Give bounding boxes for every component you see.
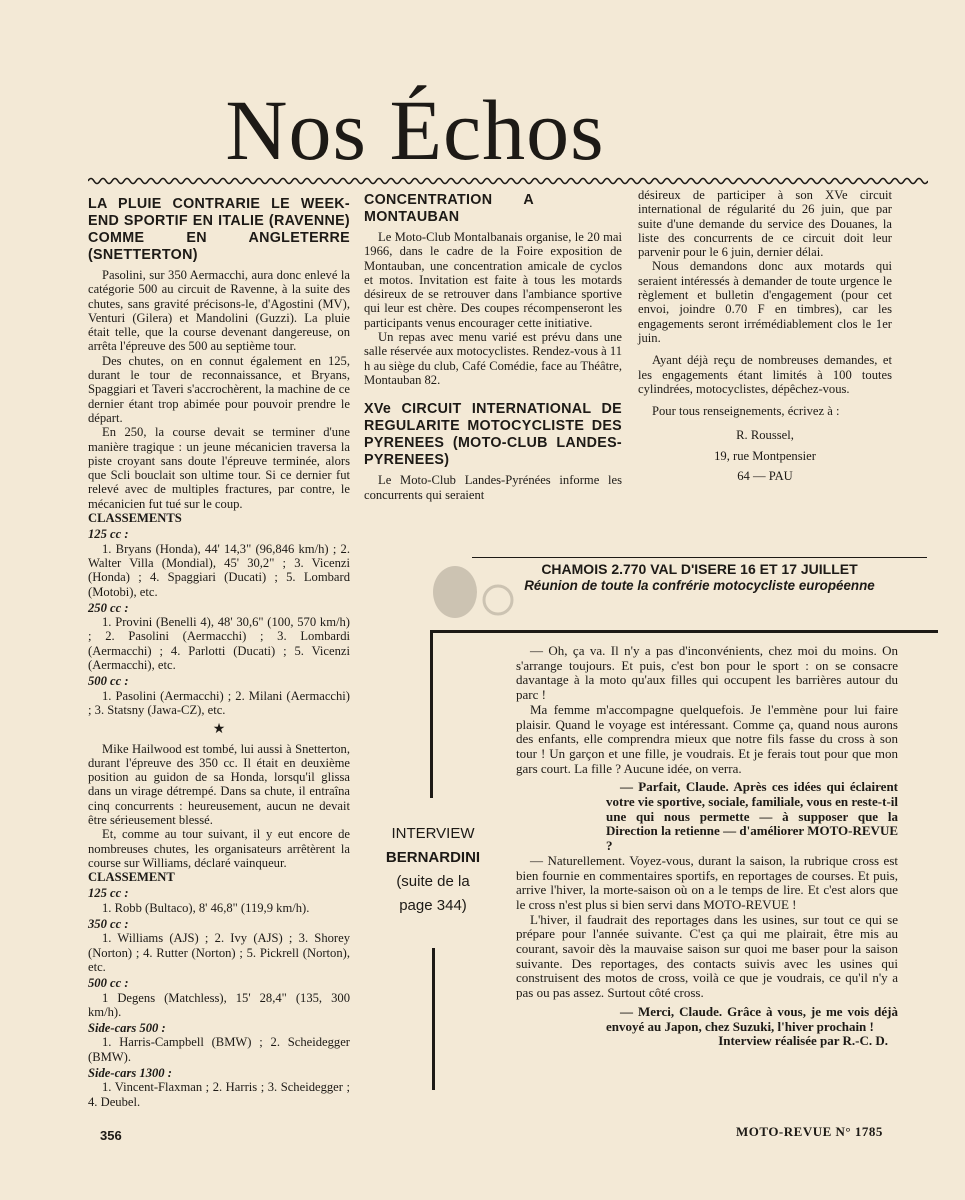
interview-sidebar xyxy=(378,822,488,918)
results-text: 1. Harris-Campbell (BMW) ; 2. Scheidegger (BMW). xyxy=(88,1035,350,1064)
results-text: 1. Vincent-Flaxman ; 2. Harris ; 3. Scheidegger ; 4. Deubel. xyxy=(88,1080,350,1109)
sidebar-line: (suite de la xyxy=(396,873,470,890)
category-label: 350 cc : xyxy=(88,917,129,932)
sidebar-line: page 344) xyxy=(399,897,467,914)
category-label: Side-cars 1300 : xyxy=(88,1066,172,1081)
results-text: 1. Bryans (Honda), 44' 14,3" (96,846 km/h) ; 2. Walter Villa (Mondial), 45' 30,2" ; 3. Vicenzi (Honda) ; 4. Spaggiari (Ducati) ; 5. Lombard (Motobi), etc. xyxy=(88,541,350,599)
results-text: 1 Degens (Matchless), 15' 28,4" (135, 300 km/h). xyxy=(88,990,350,1019)
interview-question: — Merci, Claude. Grâce à vous, je me vois déjà envoyé au Japon, chez Suzuki, l'hiver prochain ! xyxy=(606,1003,898,1034)
classement-heading: CLASSEMENT xyxy=(88,870,175,885)
category-label: Side-cars 500 : xyxy=(88,1021,166,1036)
interview-column xyxy=(516,644,898,1049)
article-paragraph: Et, comme au tour suivant, il y eut encore de nombreuses chutes, les organisateurs arrêtèrent la course sur Williams, déclaré vainqueur. xyxy=(88,827,350,870)
article-paragraph: Le Moto-Club Landes-Pyrénées informe les concurrents qui seraient xyxy=(364,473,622,502)
left-column xyxy=(88,196,350,1109)
article-paragraph: Des chutes, on en connut également en 125, durant le tour de reconnaissance, et Bryans, Spaggiari et Taveri s'accrochèrent, la machine de ce dernier étant trop abimée pour pouvoir prendre le départ. xyxy=(88,353,350,425)
address-line: 64 — PAU xyxy=(737,469,793,484)
interview-paragraph: Ma femme m'accompagne quelquefois. Je l'emmène pour lui faire plaisir. Quand le voyage est intéressant. Comme ça, quand nous aurons des enfants, elle comprendra mieux que notre fils fasse du cross à son tour ! Un garçon et une fille, je voudrais. Et je ferais tout pour que mon gars court. La fille ? Aucune idée, on verra. xyxy=(516,701,898,776)
banner-title: CHAMOIS 2.770 VAL D'ISERE 16 ET 17 JUILLET xyxy=(541,561,858,577)
interview-paragraph: — Oh, ça va. Il n'y a pas d'inconvénients, chez moi du moins. On s'arrange toujours. Et puis, c'est bon pour le sport : on se consacre davantage à la moto qu'aux filles qui occupent les barrières autour du parc ! xyxy=(516,643,898,703)
results-text: 1. Pasolini (Aermacchi) ; 2. Milani (Aermacchi) ; 3. Statsny (Jawa-CZ), etc. xyxy=(88,688,350,717)
results-text: 1. Williams (AJS) ; 2. Ivy (AJS) ; 3. Shorey (Norton) ; 4. Rutter (Norton) ; 5. Pickrell (Norton), etc. xyxy=(88,931,350,974)
frame-left-bar-lower xyxy=(432,948,435,1090)
middle-headline-1: CONCENTRATION A MONTAUBAN xyxy=(364,192,534,225)
middle-headline-2: XVe CIRCUIT INTERNATIONAL DE REGULARITE MOTOCYCLISTE DES PYRENEES (MOTO-CLUB LANDES-PYRENEES) xyxy=(364,401,622,469)
article-paragraph: En 250, la course devait se terminer d'une manière tragique : un jeune mécanicien traversa la piste croyant sans doute l'épreuve terminée, alors que Scli bouclait son ultime tour. Si ce dernier fut relevé avec de multiples fractures, par contre, le mécanicien fut tué sur le coup. xyxy=(88,425,350,511)
article-paragraph: Pasolini, sur 350 Aermacchi, aura donc enlevé la catégorie 500 au circuit de Ravenne, à la suite des chutes, sans gravité précisons-le, d'Agostini (MV), Venturi (Gilera) et Mandolini (Guzzi). La pluie était telle, que la course devenant dangereuse, on arrêta l'épreuve des 500 au septième tour. xyxy=(88,268,350,354)
article-paragraph: désireux de participer à son XVe circuit international de régularité du 26 juin, que par suite d'une demande du service des Douanes, la liste des concurrents de ce circuit doit leur parvenir pour le 6 juin, dernier délai. xyxy=(638,188,892,260)
article-paragraph: Ayant déjà reçu de nombreuses demandes, et les engagements étant limités à 100 toutes cylindrées, motocyclistes, dépêchez-vous. xyxy=(638,353,892,396)
interview-paragraph: L'hiver, il faudrait des reportages dans les usines, sur tout ce qui se prépare pour l'année suivante. C'est ça qui me plairait, être mis au courant, savoir dès la mauvaise saison sur quoi me baser pour la saison suivante. Des reportages, des contacts suivis avec les usines qui construisent des motos de cross, voilà ce que je voudrais, ce qu'il n'y a pas ou pas assez. Surtout côté cross. xyxy=(516,911,898,1001)
interview-signature: Interview réalisée par R.-C. D. xyxy=(718,1033,888,1049)
address-line: R. Roussel, xyxy=(736,428,794,443)
sidebar-line: INTERVIEW xyxy=(391,825,475,842)
right-column xyxy=(638,188,892,483)
left-headline: LA PLUIE CONTRARIE LE WEEK-END SPORTIF EN ITALIE (RAVENNE) COMME EN ANGLETERRE (SNETTERTON) xyxy=(88,196,350,263)
address-line: 19, rue Montpensier xyxy=(714,448,816,463)
article-paragraph: Nous demandons donc aux motards qui seraient intéressés à demander de toute urgence le règlement et bulletin d'engagement (pour cet envoi, joindre 0.70 F en timbres), car les engagements seront irrémédiablement clos le 1er juin. xyxy=(638,259,892,345)
wavy-divider xyxy=(88,176,928,186)
category-label: 125 cc : xyxy=(88,527,129,542)
interview-paragraph: — Naturellement. Voyez-vous, durant la saison, la rubrique cross est bien fournie en commentaires sportifs, en reportages de courses. Et puis, arrive l'hiver, la morte-saison où on a le temps de lire. Et c'est alors que le cross n'est plus si bien servi dans MOTO-REVUE ! xyxy=(516,852,898,912)
banner-subtitle: Réunion de toute la confrérie motocycliste européenne xyxy=(524,578,875,593)
interview-question: — Parfait, Claude. Après ces idées qui éclairent votre vie sportive, sociale, familiale, vous en reste-t-il une qui nous permette — à supposer que la Direction la retienne — d'améliorer MOTO-REVUE ? xyxy=(606,779,898,854)
category-label: 250 cc : xyxy=(88,600,129,615)
sidebar-line: BERNARDINI xyxy=(385,849,481,866)
results-text: 1. Robb (Bultaco), 8' 46,8" (119,9 km/h). xyxy=(102,900,310,915)
event-banner xyxy=(472,557,927,593)
article-paragraph: Pour tous renseignements, écrivez à : xyxy=(652,404,840,419)
classements-heading: CLASSEMENTS xyxy=(88,511,182,526)
article-paragraph: Le Moto-Club Montalbanais organise, le 20 mai 1966, dans le cadre de la Foire exposition de Montauban, une concentration amicale de cyclos et motos. Invitation est faite à tous les motards désireux de se retrouver dans l'ambiance sportive qui leur est chère. Des coupes récompenseront les participants venus encourager cette initiative. xyxy=(364,230,622,330)
page-title: Nos Échos xyxy=(225,82,605,178)
magazine-issue: MOTO-REVUE N° 1785 xyxy=(736,1124,883,1139)
page-number: 356 xyxy=(100,1128,122,1143)
middle-column xyxy=(364,192,622,502)
category-label: 125 cc : xyxy=(88,886,129,901)
star-separator: ★ xyxy=(212,722,226,738)
category-label: 500 cc : xyxy=(88,674,129,689)
article-paragraph: Un repas avec menu varié est prévu dans une salle réservée aux motocyclistes. Rendez-vous à 11 h au siège du club, Café Comédie, face au Théâtre, Montauban 82. xyxy=(364,330,622,387)
frame-top-bar xyxy=(430,630,938,633)
results-text: 1. Provini (Benelli 4), 48' 30,6" (100, 570 km/h) ; 2. Pasolini (Aermacchi) ; 3. Lombardi (Aermacchi) ; 4. Parlotti (Ducati) ; 5. Vicenzi (Aermacchi), etc. xyxy=(88,615,350,673)
article-paragraph: Mike Hailwood est tombé, lui aussi à Snetterton, durant l'épreuve des 350 cc. Il était en deuxième position au guidon de sa Honda, lorsqu'il glissa dans un virage détrempé. Dans sa chute, il entraîna cinq concurrents : heureusement, aucun ne devait être sérieusement blessé. xyxy=(88,741,350,827)
category-label: 500 cc : xyxy=(88,976,129,991)
frame-left-bar xyxy=(430,630,433,798)
